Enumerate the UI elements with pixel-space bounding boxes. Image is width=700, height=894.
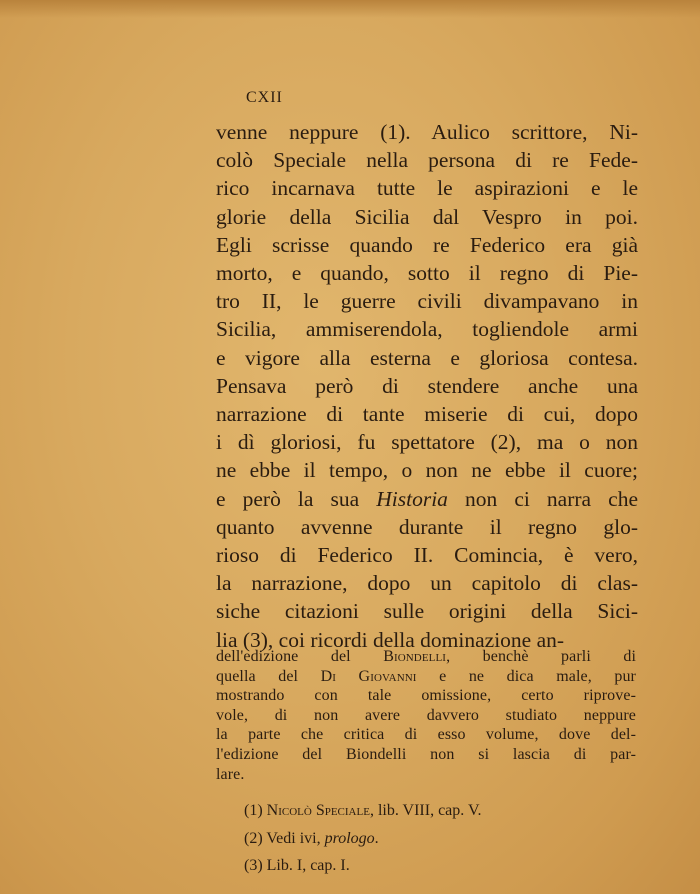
prologo-italic: prologo bbox=[324, 829, 375, 847]
body-line: Egli scrisse quando re Federico era già bbox=[216, 232, 638, 257]
footnote-line-part: , benchè parli di bbox=[446, 648, 636, 665]
body-line-part: non ci narra che bbox=[447, 486, 638, 511]
author-name-smallcaps: Di Giovanni bbox=[320, 667, 417, 685]
body-line: e vigore alla esterna e gloriosa contesa. bbox=[216, 345, 638, 370]
footnote-line: lare. bbox=[216, 765, 245, 783]
footnote-text: Lib. I, cap. I. bbox=[266, 857, 350, 874]
body-line: morto, e quando, sotto il regno di Pie- bbox=[216, 261, 638, 286]
body-line: siche citazioni sulle origini della Sici- bbox=[216, 599, 638, 624]
body-line: rico incarnava tutte le aspirazioni e le bbox=[216, 176, 638, 201]
body-line: Sicilia, ammiserendola, togliendole armi bbox=[216, 317, 638, 342]
footnote-2 bbox=[244, 825, 644, 853]
book-title-italic: Historia bbox=[376, 486, 448, 511]
footnote-line-part: quella del bbox=[216, 667, 321, 685]
body-line: quanto avvenne durante il regno glo- bbox=[216, 514, 638, 539]
page-edge-shadow bbox=[0, 0, 700, 18]
footnote-marker: (3) bbox=[244, 857, 263, 874]
footnote-line bbox=[216, 667, 636, 687]
footnote-1 bbox=[244, 797, 644, 825]
body-line-with-italic bbox=[216, 485, 638, 513]
footnote-line: l'edizione del Biondelli non si lascia di par- bbox=[216, 745, 636, 763]
footnote-3 bbox=[244, 852, 644, 880]
body-line: tro II, le guerre civili divampavano in bbox=[216, 289, 638, 314]
body-line: colò Speciale nella persona di re Fede- bbox=[216, 148, 638, 173]
footnote-marker: (2) bbox=[244, 829, 263, 847]
body-line: i dì gloriosi, fu spettatore (2), ma o non bbox=[216, 430, 638, 455]
main-body-text bbox=[216, 118, 638, 654]
footnote-line: mostrando con tale omissione, certo riprove- bbox=[216, 687, 636, 705]
footnote-text: . bbox=[374, 829, 379, 847]
footnote-line bbox=[216, 647, 636, 667]
author-name-smallcaps: Biondelli bbox=[383, 648, 447, 665]
footnote-marker: (1) bbox=[244, 802, 263, 819]
footnote-line-part: e ne dica male, pur bbox=[416, 667, 636, 685]
footnote-line: la parte che critica di esso volume, dove del- bbox=[216, 726, 636, 744]
body-line: ne ebbe il tempo, o non ne ebbe il cuore; bbox=[216, 458, 638, 483]
page-number: CXII bbox=[246, 89, 283, 106]
body-line: glorie della Sicilia dal Vespro in poi. bbox=[216, 204, 638, 229]
footnote-line-part: dell'edizione del bbox=[216, 648, 384, 665]
footnote-continuation bbox=[216, 647, 636, 784]
body-line-part: e però la sua bbox=[216, 486, 377, 511]
body-line: venne neppure (1). Aulico scrittore, Ni- bbox=[216, 120, 638, 144]
author-name-smallcaps: Nicolò Speciale bbox=[266, 802, 370, 819]
body-line: Pensava però di stendere anche una bbox=[216, 373, 638, 398]
body-line: lia (3), coi ricordi della dominazione an- bbox=[216, 627, 565, 652]
body-line: rioso di Federico II. Comincia, è vero, bbox=[216, 543, 638, 568]
footnote-line: vole, di non avere davvero studiato neppure bbox=[216, 706, 636, 724]
body-line: la narrazione, dopo un capitolo di clas- bbox=[216, 571, 638, 596]
footnotes bbox=[244, 797, 644, 880]
body-line: narrazione di tante miserie di cui, dopo bbox=[216, 402, 638, 427]
footnote-text: , lib. VIII, cap. V. bbox=[369, 802, 482, 819]
footnote-text: Vedi ivi, bbox=[266, 829, 325, 847]
